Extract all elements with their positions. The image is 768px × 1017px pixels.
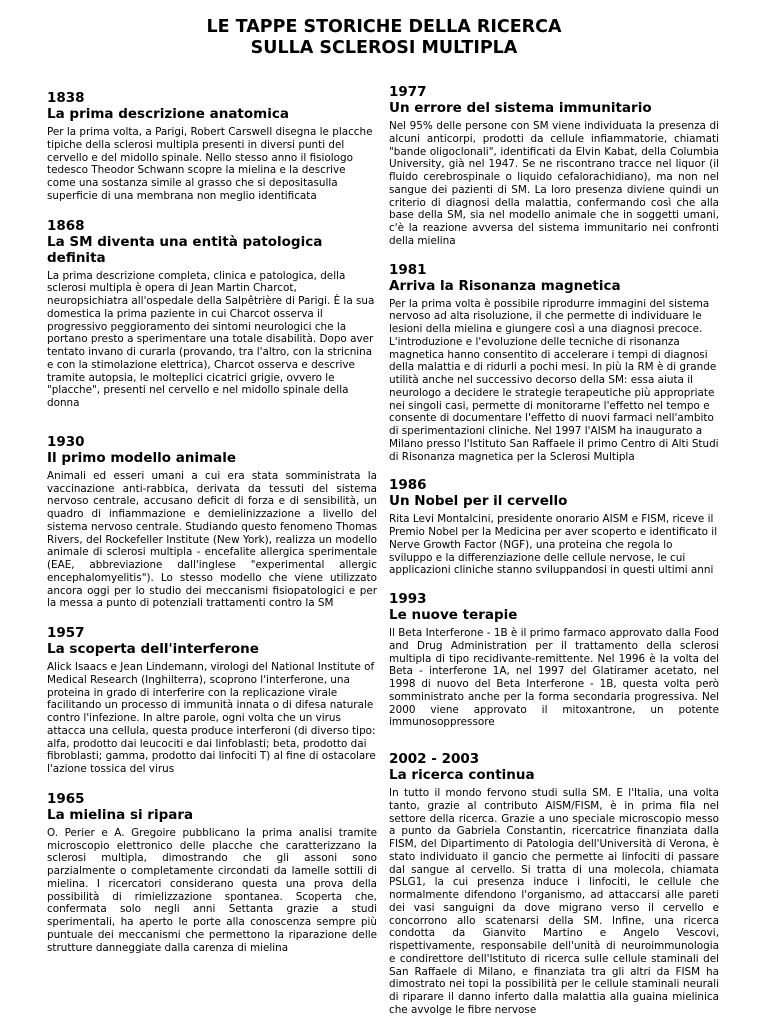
entry-year: 1981 xyxy=(389,261,427,278)
entry-text: Nel 95% delle persone con SM viene individuata la presenza di alcuni anticorpi, prodotti da cellule infiammatorie, chiamati "bande oligoclonali", identificati da Elvin Kabat, della Columbia University, già nel 1947. Se ne riscontrano tracce nel liquor (il fluido cerebrospinale o liquido cefalorachidiano), ma non nel sangue dei pazienti di SM. La loro presenza diviene quindi un criterio di diagnosi della malattia, confermando così che alla base della SM, sia nel modello animale che in soggetti umani, c'è la reazione avversa del sistema immunitario nei confronti della mielina xyxy=(389,120,719,247)
entry-heading: La scoperta dell'interferone xyxy=(47,641,259,657)
entry-1957 xyxy=(47,625,377,776)
entry-heading: Il primo modello animale xyxy=(47,449,237,466)
entry-year: 1930 xyxy=(47,433,85,450)
right-column xyxy=(389,84,719,1017)
entry-1986 xyxy=(389,477,719,577)
page-title xyxy=(0,17,768,59)
entry-text: Per la prima volta, a Parigi, Robert Carswell disegna le placche tipiche della sclerosi multipla presenti in diversi punti del cervello e del midollo spinale. Nello stesso anno il fisiologo tedesco Theodor Schwann scopre la mielina e la descrive come una sostanza simile al grasso che si depositasulla superficie di una membrana non meglio identificata xyxy=(47,126,373,202)
entry-year: 1957 xyxy=(47,625,85,641)
entry-heading: Le nuove terapie xyxy=(389,607,518,623)
title-line-1: LE TAPPE STORICHE DELLA RICERCA xyxy=(206,17,562,37)
entry-2002-2003 xyxy=(389,751,719,1017)
entry-text: Per la prima volta è possibile riprodurre immagini del sistema nervoso ad alta risoluzione, il che permette di individuare le lesioni della mielina e giungere così a una diagnosi precoce. L'introduzione e l'evoluzione delle tecniche di risonanza magnetica hanno consentito di accelerare i tempi di diagnosi della malattia e di ridurli a pochi mesi. In più la RM è di grande utilità anche nel successivo decorso della SM: essa aiuta il neurologo a decidere le strategie terapeutiche più appropriate nei singoli casi, permette di monitorarne l'effetto nel tempo e consente di documentare l'effetto di nuovi farmaci nell'ambito di sperimentazioni cliniche. Nel 1997 l'AISM ha inaugurato a Milano presso l'Istituto San Raffaele il primo Centro di Alti Studi di Risonanza magnetica per la Sclerosi Multipla xyxy=(389,297,719,463)
entry-1838 xyxy=(47,90,377,203)
entry-1868 xyxy=(47,218,377,410)
entry-heading: Un Nobel per il cervello xyxy=(389,493,568,510)
entry-heading: Un errore del sistema immunitario xyxy=(389,100,652,116)
entry-year: 1838 xyxy=(47,90,85,106)
title-line-2: SULLA SCLEROSI MULTIPLA xyxy=(250,38,518,58)
entry-heading: La SM diventa una entità patologica definita xyxy=(47,233,323,266)
entry-text: O. Perier e A. Gregoire pubblicano la prima analisi tramite microscopio elettronico delle placche che caratterizzano la sclerosi multipla, dimostrando che gli assoni sono parzialmente o completamente circondati da lamelle sottili di mielina. I ricercatori considerano questa una prova della possibilità di rimielizzazione spontanea. Scoperta che, confermata solo negli anni Settanta grazie a studi sperimentali, ha aperto le porte alla conoscenza sempre più puntuale dei meccanismi che permettono la riparazione delle strutture danneggiate dalla carenza di mielina xyxy=(47,826,377,954)
entry-year: 1965 xyxy=(47,790,85,807)
entry-year: 1977 xyxy=(389,84,427,100)
entry-text: La prima descrizione completa, clinica e patologica, della sclerosi multipla è opera di Jean Martin Charcot, neuropsichiatra all'ospedale della Salpêtrière di Parigi. È la sua domestica la prima paziente in cui Charcot osserva il progressivo peggioramento dei sintomi neurologici che la portano presto a sperimentare una totale disabilità. Dopo aver tentato invano di curarla (provando, tra l'altro, con la stricnina e con la stimolazione elettrica), Charcot osserva e descrive tramite autopsia, le molteplici cicatrici grigie, ovvero le "placche", presenti nel cervello e nel midollo spinale della donna xyxy=(47,269,375,409)
entry-year: 1986 xyxy=(389,477,427,494)
entry-1977 xyxy=(389,84,719,248)
entry-text: Animali ed esseri umani a cui era stata somministrata la vaccinazione anti-rabbica, derivata da tessuti del sistema nervoso centrale, accusano deficit di forza e di sensibilità, un quadro di infiammazione e demielinizzazione a livello del sistema nervoso centrale. Studiando questo fenomeno Thomas Rivers, del Rockefeller Institute (New York), realizza un modello animale di sclerosi multipla - encefalite allergica sperimentale (EAE, abbreviazione dall'inglese "experimental allergic encephalomyelitis"). Lo stesso modello che viene utilizzato ancora oggi per lo studio dei meccanismi fisiopatologici e per la messa a punto di potenziali trattamenti contro la SM xyxy=(47,469,377,610)
left-column xyxy=(47,90,377,954)
entry-text: Rita Levi Montalcini, presidente onorario AISM e FISM, riceve il Premio Nobel per la Medicina per aver scoperto e identificato il Nerve Growth Factor (NGF), una proteina che regola lo sviluppo e la differenziazione delle cellule nervose, le cui applicazioni cliniche stanno sviluppandosi in questi ultimi anni xyxy=(389,513,718,577)
entry-text: In tutto il mondo fervono studi sulla SM. E l'Italia, una volta tanto, grazie al contributo AISM/FISM, è in prima fila nel settore della ricerca. Grazie a uno speciale microscopio messo a punto da Gabriela Constantin, ricercatrice finanziata dalla FISM, del Dipartimento di Patologia dell'Università di Verona, è stato individuato il gancio che permette ai linfociti di passare dal sangue al cervello. Si tratta di una molecola, chiamata PSLG1, la cui presenza induce i linfociti, le cellule che normalmente difendono l'organismo, ad attaccarsi alle pareti dei vasi sanguigni da dove migrano verso il cervello e concorrono allo scatenarsi della SM. Infine, una ricerca condotta da Gianvito Martino e Angelo Vescovi, rispettivamente, responsabile dell'unità di neuroimmunologia e condirettore dell'Istituto di ricerca sulle cellule staminali del San Raffaele di Milano, e finanziata tra gli altri da FISM ha dimostrato nei topi la possibilità per le cellule staminali neurali di riparare il danno inferto dalla malattia alla guaina mielinica che avvolge le fibre nervose xyxy=(389,787,719,1016)
entry-1993 xyxy=(389,591,719,729)
entry-year: 2002 - 2003 xyxy=(389,751,480,767)
entry-heading: La ricerca continua xyxy=(389,767,535,783)
entry-1930 xyxy=(47,434,377,610)
entry-1981 xyxy=(389,262,719,464)
entry-1965 xyxy=(47,791,377,955)
entry-heading: La mielina si ripara xyxy=(47,806,194,823)
entry-text: Alick Isaacs e Jean Lindemann, virologi del National Institute of Medical Research (Inghilterra), scoprono l'interferone, una proteina in grado di interferire con la replicazione virale facilitando un processo di immunità innata o di difesa naturale contro l'infezione. In altre parole, ogni volta che un virus attacca una cellula, questa produce interferoni (di diverso tipo: alfa, prodotto dai leucociti e dai linfoblasti; beta, prodotto dai fibroblasti; gamma, prodotto dai linfociti T) al fine di ostacolare l'azione tossica del virus xyxy=(47,661,376,775)
entry-text: Il Beta Interferone - 1B è il primo farmaco approvato dalla Food and Drug Administration per il trattamento della sclerosi multipla di tipo recidivante-remittente. Nel 1996 è la volta del Beta - interferone 1A, nel 1997 del Glatiramer acetato, nel 1998 di nuovo del Beta Interferone - 1B, questa volta però somministrato anche per la forma secondaria progressiva. Nel 2000 viene approvato il mitoxantrone, un potente immunosoppressore xyxy=(389,627,719,729)
entry-year: 1993 xyxy=(389,591,427,607)
entry-heading: Arriva la Risonanza magnetica xyxy=(389,277,621,294)
entry-year: 1868 xyxy=(47,217,85,234)
entry-heading: La prima descrizione anatomica xyxy=(47,106,289,122)
